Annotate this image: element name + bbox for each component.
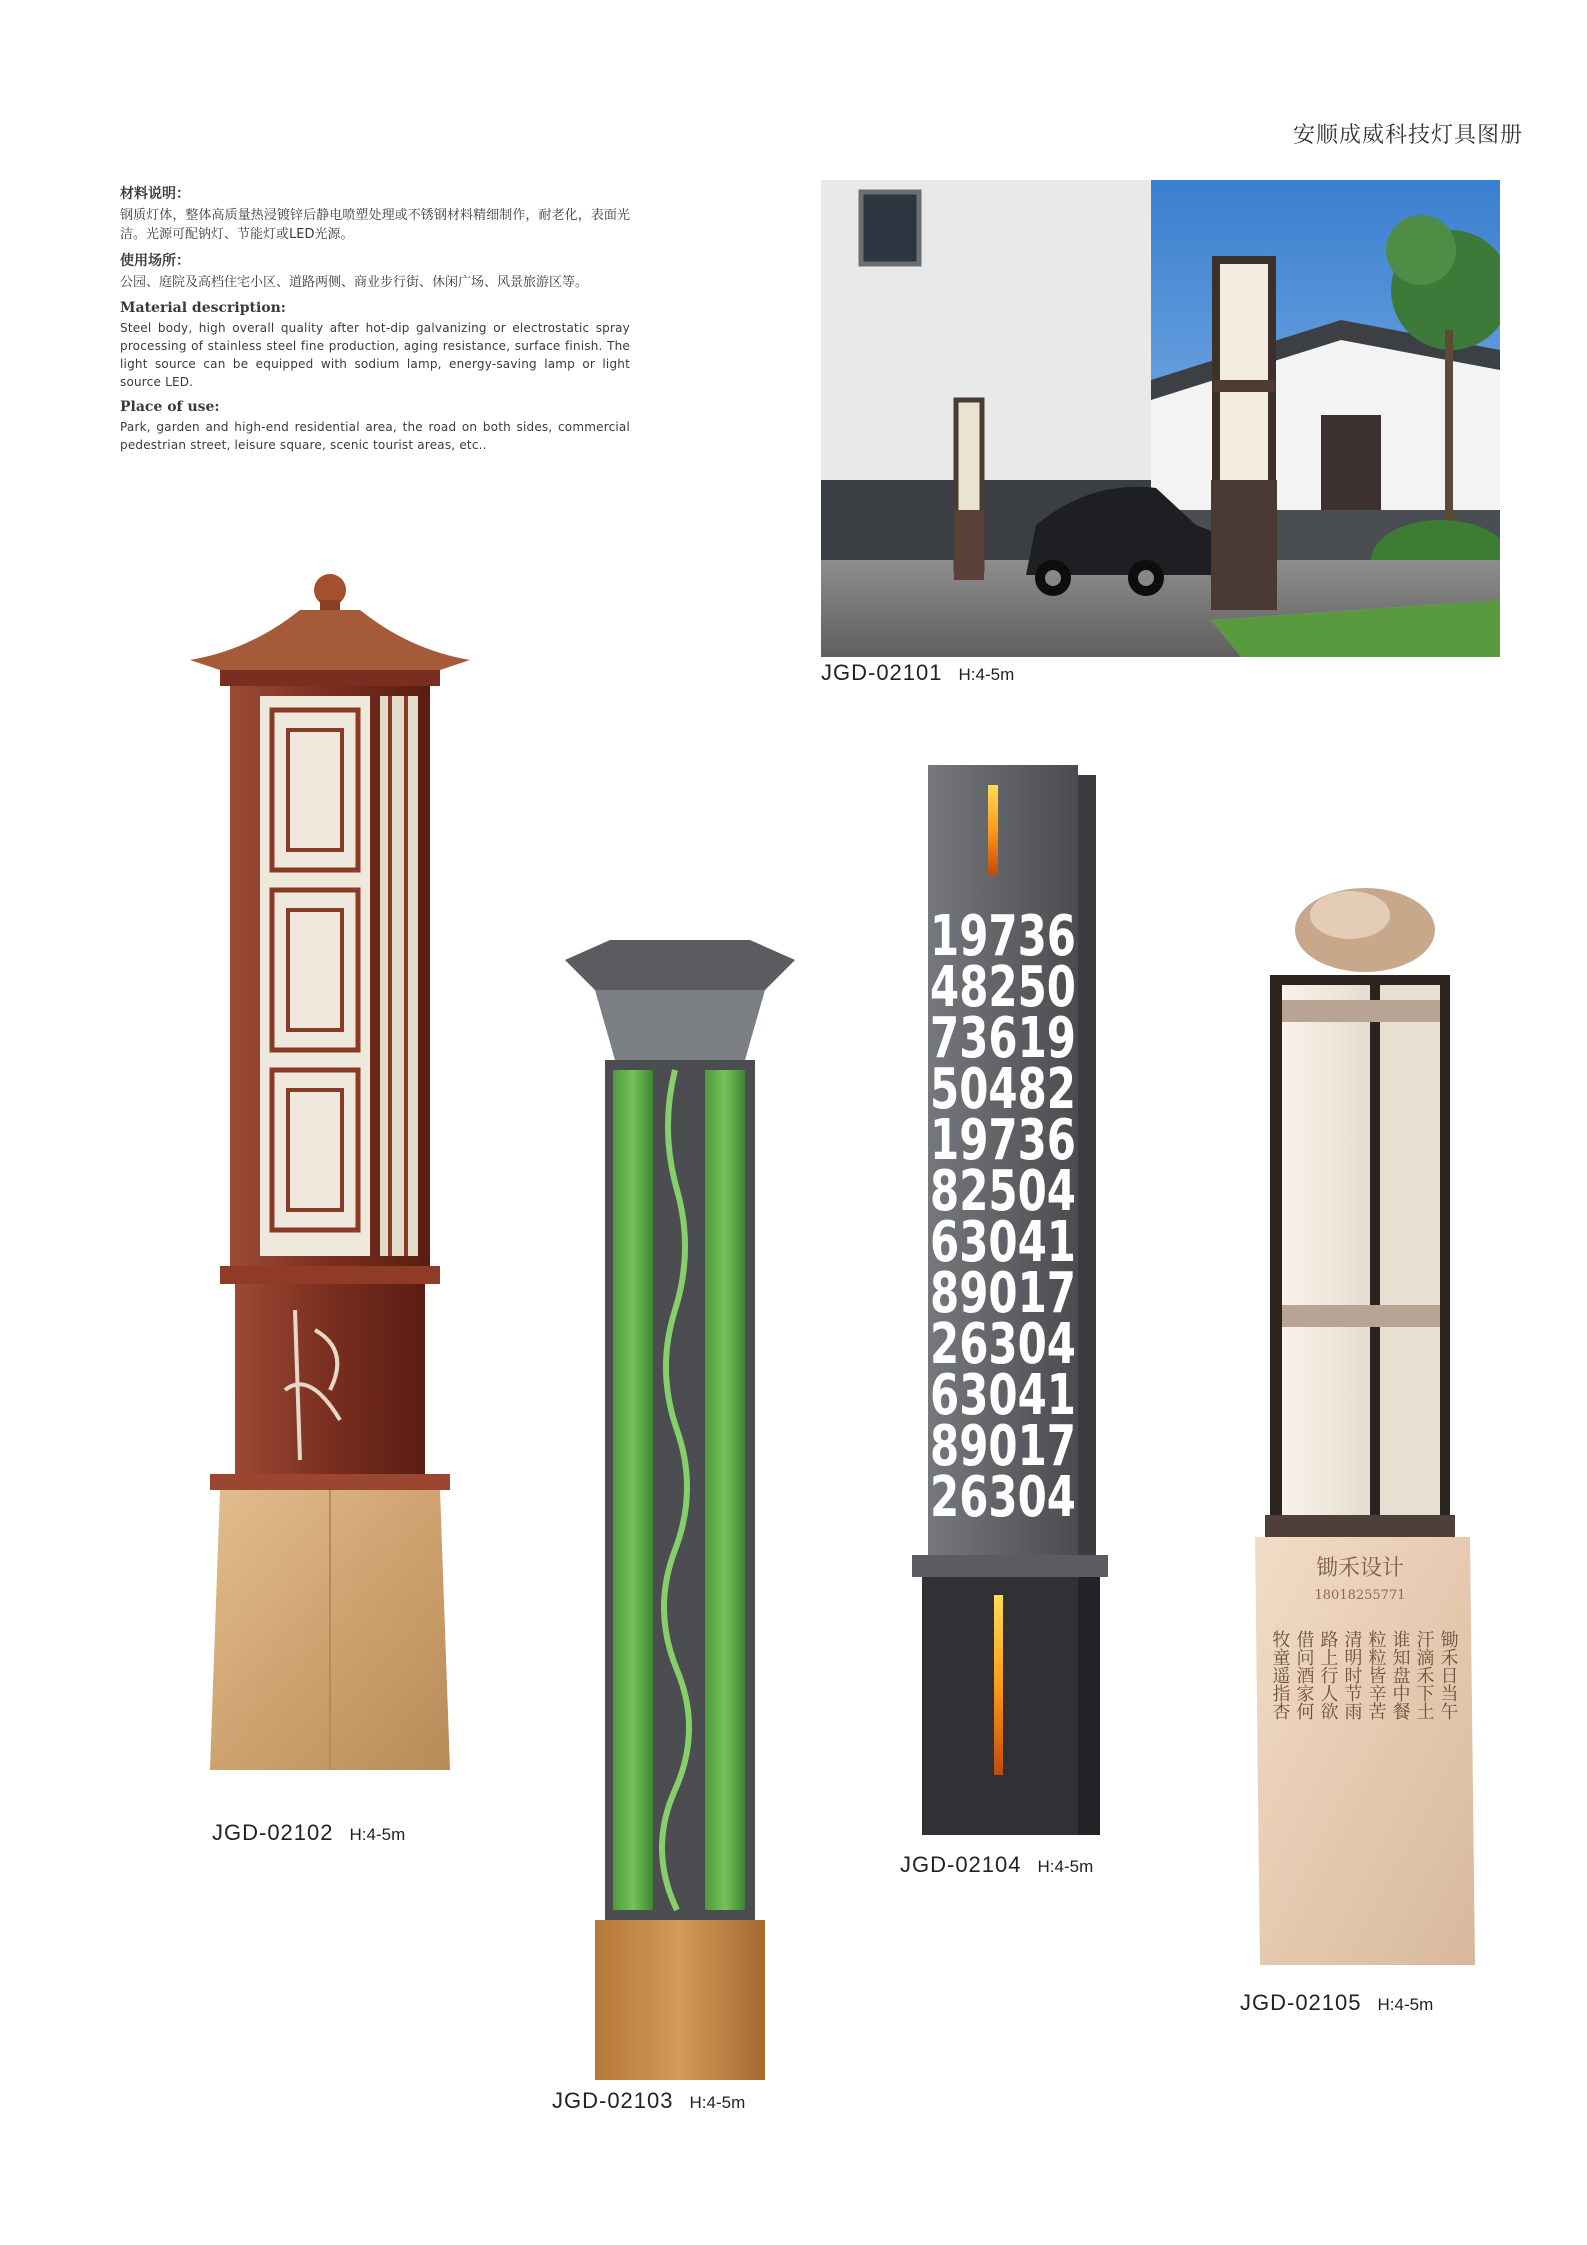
calligraphy-top: 锄禾设计 [1315,1556,1405,1581]
caption-jgd-02101 [821,660,1014,686]
product-height: H:4-5m [689,2093,746,2112]
digit-row: 19736 [930,904,1076,969]
lamp-jgd-02103-svg [565,930,795,2080]
usage-en-text: Park, garden and high-end residential area, the road on both sides, commercial pedestrian street, leisure square, scenic tourist areas, etc.. [120,420,630,452]
material-cn-text: 钢质灯体，整体高质量热浸镀锌后静电喷塑处理或不锈钢材料精细制作，耐老化，表面光洁。光源可配钠灯、节能灯或LED光源。 [120,208,630,242]
product-height: H:4-5m [958,665,1015,684]
usage-cn-text: 公园、庭院及高档住宅小区、道路两侧、商业步行街、休闲广场、风景旅游区等。 [120,275,589,290]
calligraphy-column: 谁知盘中餐 [1389,1630,1411,1720]
lamp-jgd-02102 [190,570,470,1770]
digit-panel [930,904,1076,1530]
lamp-jgd-02105-svg [1240,875,1480,1965]
calligraphy-column: 清明时节雨 [1341,1630,1363,1720]
product-code: JGD-02102 [212,1820,334,1845]
material-en-text: Steel body, high overall quality after hot-dip galvanizing or electrostatic spray processing of stainless steel fine production, aging resistance, surface finish. The light source can be equipped with sodium lamp, energy-saving lamp or light source LED. [120,321,630,389]
digit-row: 73619 [930,1006,1076,1071]
product-code: JGD-02101 [821,660,943,685]
caption-jgd-02105 [1240,1990,1433,2016]
calligraphy-column: 路上行人欲 [1317,1630,1339,1720]
usage-cn-heading: 使用场所： [120,253,190,269]
material-en-heading: Material description: [120,300,286,316]
product-height: H:4-5m [349,1825,406,1844]
calligraphy-column: 借问酒家何 [1293,1630,1315,1720]
digit-row: 50482 [930,1057,1076,1122]
lamp-jgd-02104-svg [910,765,1110,1835]
digit-row: 26304 [930,1465,1076,1530]
product-code: JGD-02104 [900,1852,1022,1877]
calligraphy-phone: 18018255771 [1314,1588,1406,1603]
calligraphy-column: 牧童遥指杏 [1269,1630,1291,1720]
calligraphy-column: 汗滴禾下土 [1413,1630,1435,1720]
scene-photo-svg [821,180,1500,657]
material-cn-heading: 材料说明： [120,186,190,202]
product-height: H:4-5m [1377,1995,1434,2014]
usage-en-heading: Place of use: [120,399,220,415]
digit-row: 89017 [930,1261,1076,1326]
product-height: H:4-5m [1037,1857,1094,1876]
lamp-jgd-02103 [565,930,795,2080]
calligraphy-column: 粒粒皆辛苦 [1365,1630,1387,1720]
caption-jgd-02103 [552,2088,745,2114]
lamp-jgd-02104 [910,765,1110,1835]
caption-jgd-02104 [900,1852,1093,1878]
description-block [120,183,630,462]
catalog-title: 安顺成威科技灯具图册 [1292,123,1523,148]
digit-row: 19736 [930,1108,1076,1173]
digit-row: 63041 [930,1363,1076,1428]
digit-row: 63041 [930,1210,1076,1275]
caption-jgd-02102 [212,1820,405,1846]
product-code: JGD-02105 [1240,1990,1362,2015]
lamp-jgd-02105 [1240,875,1480,1965]
digit-row: 89017 [930,1414,1076,1479]
product-code: JGD-02103 [552,2088,674,2113]
scene-photo [821,180,1500,657]
lamp-jgd-02102-svg [190,570,470,1770]
digit-row: 82504 [930,1159,1076,1224]
calligraphy-column: 锄禾日当午 [1437,1630,1459,1720]
digit-row: 48250 [930,955,1076,1020]
digit-row: 26304 [930,1312,1076,1377]
